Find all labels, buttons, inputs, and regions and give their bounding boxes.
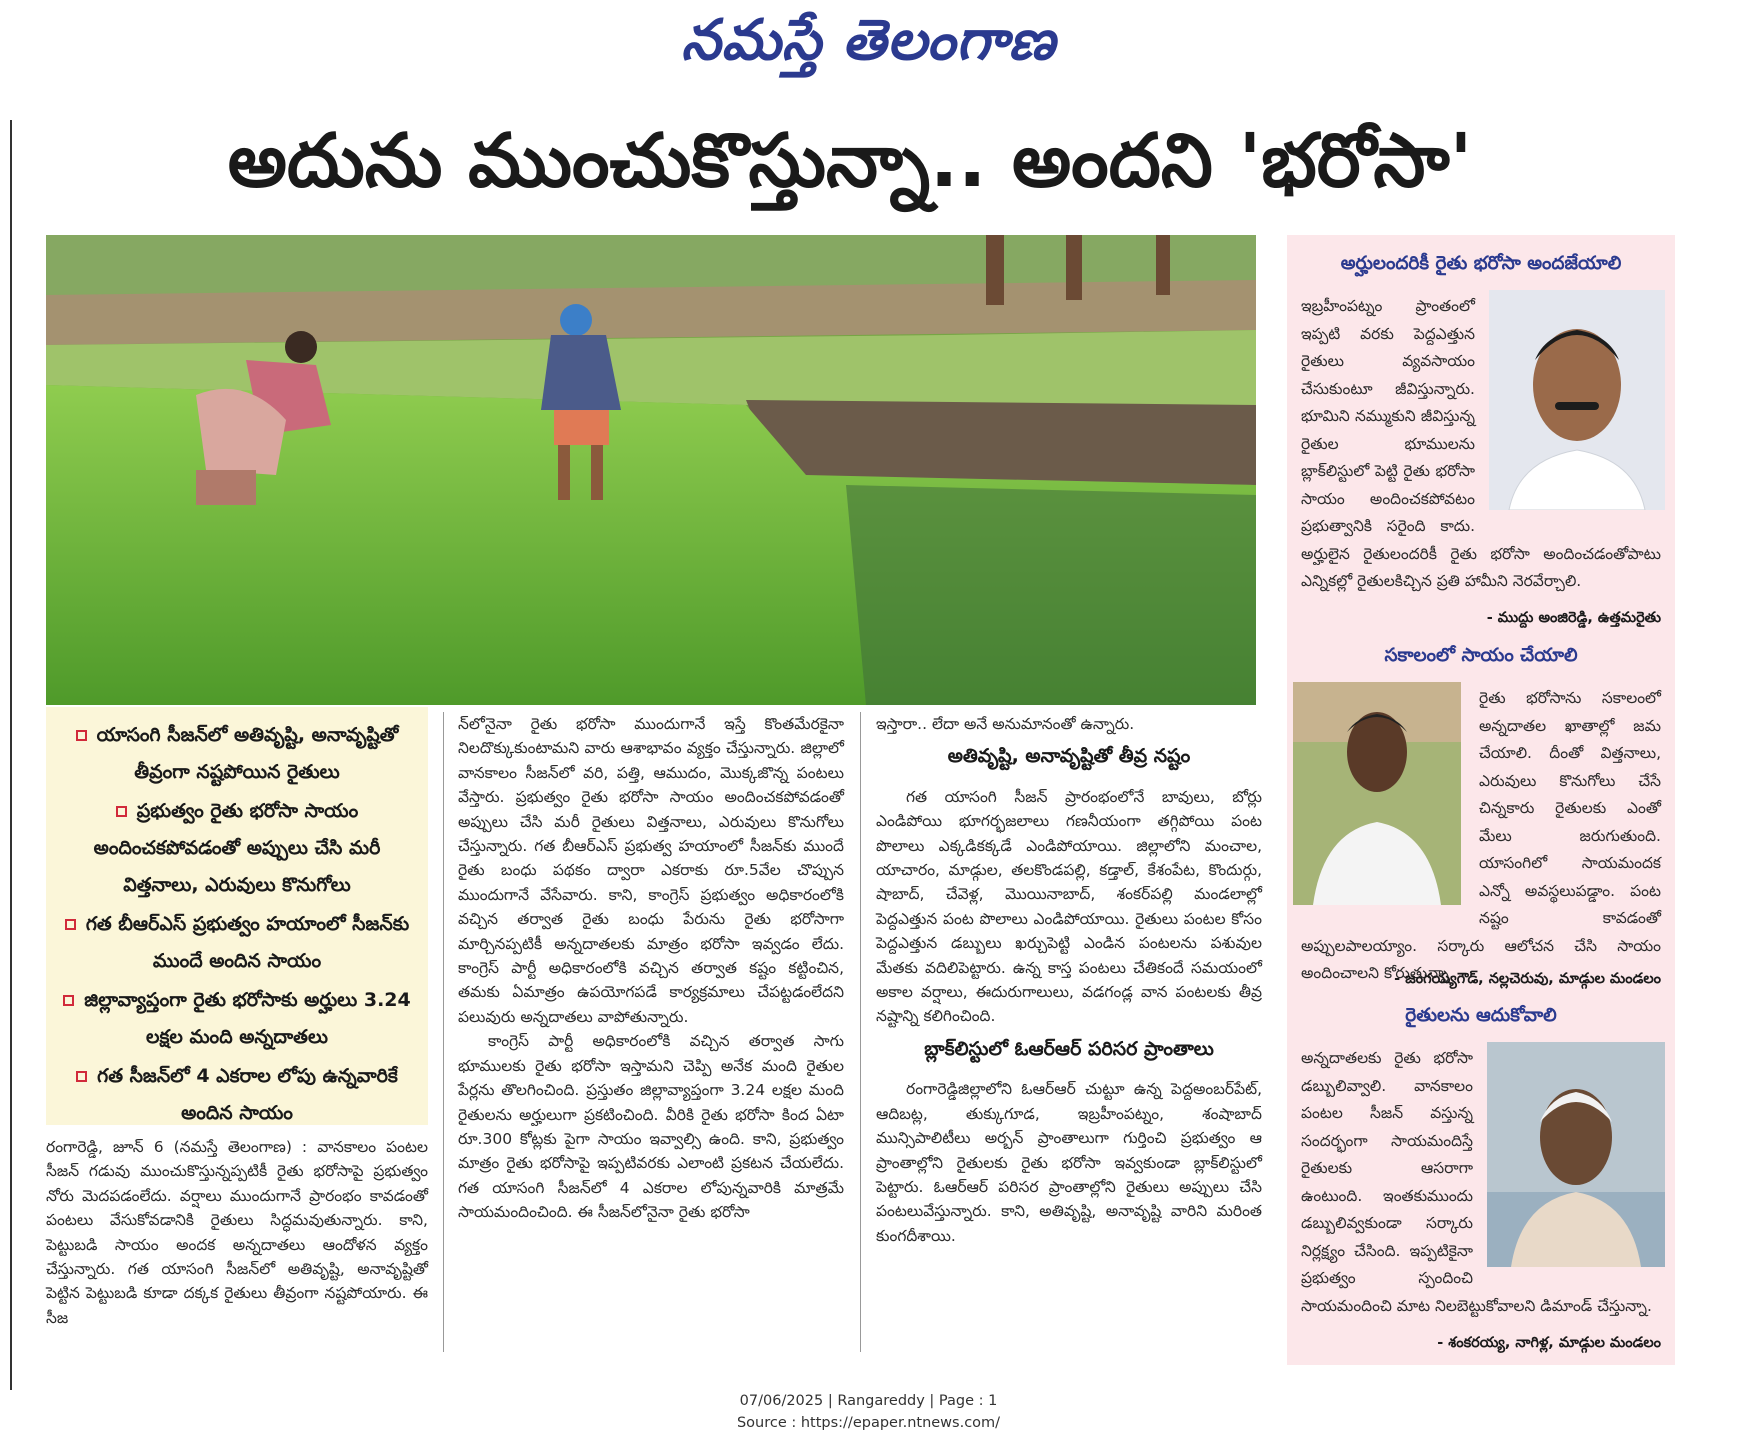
article-paragraph: గత యాసంగి సీజన్ ప్రారంభంలోనే బావులు, బోర్లు ఎండిపోయి భూగర్భజలాలు గణనీయంగా తగ్గిపోయి పంట పొలాలు ఎక్కడికక్కడే ఎండిపోయాయి. జిల్లాలోని మంచాల, యాచారం, మాడ్గుల, తలకొండపల్లి, కడ్తాల్, కేశంపేట, కొందుర్గు, షాబాద్, చేవెళ్ల, మొయినాబాద్, శంకర్‌పల్లి మండలాల్లో పెద్దఎత్తున పంట పొలాలు ఎండిపోయాయి. రైతులు పంటల కోసం పెద్దఎత్తున డబ్బులు ఖర్చుపెట్టి ఎండిన పంటలను పశువుల మేతకు వదిలిపెట్టారు. ఉన్న కాస్త పంటలు చేతికందే సమయంలో అకాల వర్షాలు, ఈదురుగాలులు, వడగండ్ల వాన పంటలకు తీవ్ర నష్టాన్ని కలిగించింది.: [876, 787, 1262, 1026]
page-left-rule: [10, 120, 12, 1390]
square-bullet-icon: [116, 806, 127, 817]
photo-float-spacer: [1301, 685, 1479, 907]
quote-title: అర్హులందరికీ రైతు భరోసా అందజేయాలి: [1340, 253, 1622, 274]
subheading: అతివృష్టి, అనావృష్టితో తీవ్ర నష్టం: [947, 745, 1191, 768]
square-bullet-icon: [63, 995, 74, 1006]
photo-float-spacer: [1473, 1045, 1661, 1273]
photo-float-spacer: [1475, 293, 1661, 515]
square-bullet-icon: [76, 730, 87, 741]
article-column-3: [876, 712, 1262, 1248]
column-divider: [443, 712, 444, 1352]
column-divider: [860, 712, 861, 1352]
article-paragraph: రంగారెడ్డి, జూన్ 6 (నమస్తే తెలంగాణ) : వానకాలం పంటల సీజన్ గడువు ముంచుకొస్తున్నప్పటికీ రైతు భరోసాపై ప్రభుత్వం నోరు మెదపడంలేదు. వర్షాలు ముందుగానే ప్రారంభం కావడంతో పంటలు వేసుకోవడానికి రైతులు సిద్ధమవుతున్నారు. కాని, పెట్టుబడి సాయం అందక అన్నదాతలు ఆందోళన వ్యక్తం చేస్తున్నారు. గత యాసంగి సీజన్‌లో అతివృష్టి, అనావృష్టితో పెట్టిన పెట్టుబడి కూడా దక్కక రైతులు తీవ్రంగా నష్టపోయారు. ఈ సీజ: [46, 1138, 428, 1327]
masthead-logo: నమస్తే తెలంగాణ: [681, 8, 1056, 73]
quote-credit: - ముద్దు అంజిరెడ్డి, ఉత్తమరైతు: [1486, 610, 1661, 626]
highlight-item: గత సీజన్‌లో 4 ఎకరాల లోపు ఉన్నవారికే అందిన సాయం: [56, 1058, 418, 1132]
headline: అదును ముంచుకొస్తున్నా.. అందని 'భరోసా': [227, 118, 1473, 204]
article-paragraph: కాంగ్రెస్ పార్టీ అధికారంలోకి వచ్చిన తర్వాత సాగు భూములకు రైతు భరోసా ఇస్తామని చెప్పి అనేక మంది రైతుల పేర్లను తొలగించింది. ప్రస్తుతం జిల్లావ్యాప్తంగా 3.24 లక్షల మంది రైతులను అర్హులుగా ప్రకటించింది. వీరికి రైతు భరోసా కింద ఏటా రూ.300 కోట్లకు పైగా సాయం ఇవ్వాల్సి ఉంది. కాని, ప్రభుత్వం మాత్రం రైతు భరోసాపై ఇప్పటివరకు ఎలాంటి ప్రకటన చేయలేదు. గత యాసంగి సీజన్‌లో 4 ఎకరాల లోపున్నవారికి మాత్రమే సాయమందించింది. ఈ సీజన్‌లోనైనా రైతు భరోసా: [458, 1032, 844, 1222]
article-column-2: [458, 712, 844, 1225]
farmer-quotes-sidebar: [1287, 235, 1675, 1365]
highlight-item: గత బీఆర్‌ఎస్ ప్రభుత్వం హయాంలో సీజన్‌కు ముందే అందిన సాయం: [56, 906, 418, 980]
highlights-box: [46, 707, 428, 1125]
highlight-item: జిల్లావ్యాప్తంగా రైతు భరోసాకు అర్హులు 3.24 లక్షల మంది అన్నదాతలు: [56, 982, 418, 1056]
quote-title: రైతులను ఆదుకోవాలి: [1405, 1005, 1557, 1026]
square-bullet-icon: [76, 1071, 87, 1082]
quote-text: అన్నదాతలకు రైతు భరోసా డబ్బులివ్వాలి. వానకాలం పంటల సీజన్ వస్తున్న సందర్భంగా సాయమందిస్తే రైతులకు ఆసరాగా ఉంటుంది. ఇంతకుముందు డబ్బులివ్వకుండా సర్కారు నిర్లక్ష్యం చేసింది. ఇప్పటికైనా ప్రభుత్వం స్పందించి సాయమందించి మాట నిలబెట్టుకోవాలని డిమాండ్ చేస్తున్నా.: [1301, 1045, 1661, 1320]
highlight-item: ప్రభుత్వం రైతు భరోసా సాయం అందించకపోవడంతో అప్పులు చేసి మరీ విత్తనాలు, ఎరువులు కొనుగోలు: [93, 800, 381, 896]
quote-credit: - జంగయ్యగౌడ్, నల్లచెరువు, మాడ్గుల మండలం: [1394, 971, 1661, 987]
quote-credit: - శంకరయ్య, నాగిళ్ల, మాడ్గుల మండలం: [1437, 1335, 1661, 1351]
article-paragraph: న్‌లోనైనా రైతు భరోసా ముందుగానే ఇస్తే కొంతమేరకైనా నిలదొక్కుకుంటామని వారు ఆశాభావం వ్యక్తం చేస్తున్నారు. జిల్లాలో వానకాలం సీజన్‌లో వరి, పత్తి, ఆముదం, మొక్కజొన్న పంటలు వేస్తారు. ప్రభుత్వం రైతు భరోసా సాయం అందించకపోవడంతో అప్పులు చేసి మరీ రైతులు విత్తనాలు, ఎరువులు కొనుగోలు చేస్తున్నారు. గత బీఆర్‌ఎస్ ప్రభుత్వ హయాంలో సీజన్‌కు ముందే రైతు బంధు పథకం ద్వారా ఎకరాకు రూ.5వేల చొప్పున ముందుగానే వేసేవారు. కాని, కాంగ్రెస్ ప్రభుత్వం అధికారంలోకి వచ్చిన తర్వాత రైతు బంధు పేరును రైతు భరోసాగా మార్చినప్పటికీ అన్నదాతలకు మాత్రం భరోసా ఇవ్వడం లేదు. కాంగ్రెస్ పార్టీ అధికారంలోకి వచ్చిన తర్వాత కష్టం కట్టించిన, తమకు ఏమాత్రం ఉపయోగపడే కార్యక్రమాలు చేపట్టడంలేదని పలువురు అన్నదాతలు వాపోతున్నారు.: [458, 715, 844, 1026]
highlight-item: యాసంగి సీజన్‌లో అతివృష్టి, అనావృష్టితో తీవ్రంగా నష్టపోయిన రైతులు: [56, 717, 418, 791]
square-bullet-icon: [65, 919, 76, 930]
footer-source: Source : https://epaper.ntnews.com/: [736, 1415, 1001, 1431]
quote-text: ఇబ్రహీంపట్నం ప్రాంతంలో ఇప్పటి వరకు పెద్దఎత్తున రైతులు వ్యవసాయం చేసుకుంటూ జీవిస్తున్నారు. భూమిని నమ్ముకుని జీవిస్తున్న రైతుల భూములను బ్లాక్‌లిస్టులో పెట్టి రైతు భరోసా సాయం అందించకపోవటం ప్రభుత్వానికి సరైంది కాదు. అర్హులైన రైతులందరికీ రైతు భరోసా అందించడంతోపాటు ఎన్నికల్లో రైతులకిచ్చిన ప్రతి హామీని నెరవేర్చాలి.: [1301, 293, 1661, 596]
quote-text: రైతు భరోసాను సకాలంలో అన్నదాతల ఖాతాల్లో జమ చేయాలి. దీంతో విత్తనాలు, ఎరువులు కొనుగోలు చేసే చిన్నకారు రైతులకు ఎంతో మేలు జరుగుతుంది. యాసంగిలో సాయమందక ఎన్నో అవస్థలుపడ్డాం. పంట నష్టం కావడంతో అప్పులపాలయ్యాం. సర్కారు ఆలోచన చేసి సాయం అందించాలని కోరుతున్నా.: [1301, 685, 1661, 988]
article-paragraph: ఇస్తారా.. లేదా అనే అనుమానంతో ఉన్నారు.: [876, 715, 1135, 733]
farmers-paddy-photo: [46, 235, 1256, 705]
subheading: బ్లాక్‌లిస్టులో ఓఆర్‌ఆర్ పరిసర ప్రాంతాలు: [924, 1037, 1214, 1060]
quote-title: సకాలంలో సాయం చేయాలి: [1384, 645, 1578, 666]
article-column-1: [46, 1135, 428, 1330]
footer-dateline: 07/06/2025 | Rangareddy | Page : 1: [739, 1393, 998, 1409]
article-paragraph: రంగారెడ్డిజిల్లాలోని ఓఆర్‌ఆర్ చుట్టూ ఉన్న పెద్దఅంబర్‌పేట్, ఆదిబట్ల, తుక్కుగూడ, ఇబ్రహీంపట్నం, శంషాబాద్ మున్సిపాలిటీలు అర్బన్ ప్రాంతాలుగా గుర్తించి ప్రభుత్వం ఆ ప్రాంతాల్లోని రైతులకు రైతు భరోసా ఇవ్వకుండా బ్లాక్‌లిస్టులో పెట్టారు. ఓఆర్‌ఆర్ పరిసర ప్రాంతాల్లోని రైతులు అప్పులు చేసి పంటలువేస్తున్నారు. కాని, అతివృష్టి, అనావృష్టి వారిని మరింత కుంగదీశాయి.: [876, 1080, 1262, 1245]
